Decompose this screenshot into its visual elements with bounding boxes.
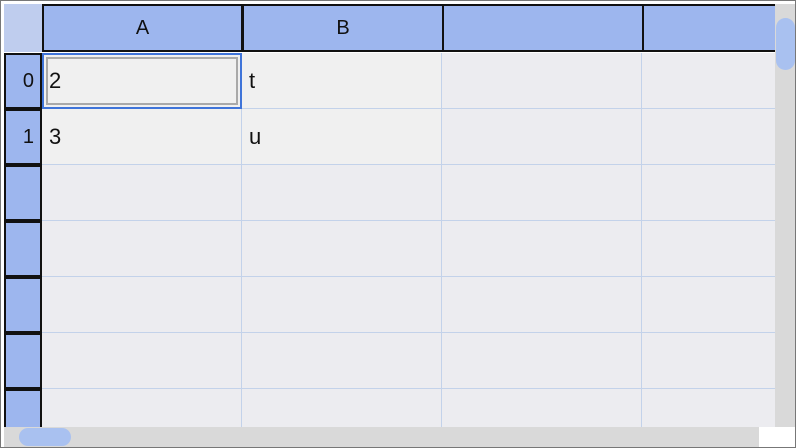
column-header-b[interactable]: B xyxy=(242,4,444,52)
horizontal-scroll-thumb[interactable] xyxy=(19,428,71,446)
row-header-5[interactable] xyxy=(4,333,42,389)
cell-a1[interactable]: 3 xyxy=(42,109,242,165)
cell-c1[interactable] xyxy=(442,109,642,165)
cell-a3[interactable] xyxy=(42,221,242,277)
row-header-3[interactable] xyxy=(4,221,42,277)
cell-d6[interactable] xyxy=(642,389,775,427)
cell-b6[interactable] xyxy=(242,389,442,427)
row-header-2[interactable] xyxy=(4,165,42,221)
cell-c0[interactable] xyxy=(442,53,642,109)
cell-b1[interactable]: u xyxy=(242,109,442,165)
cell-b2[interactable] xyxy=(242,165,442,221)
cell-b0[interactable]: t xyxy=(242,53,442,109)
cell-d1[interactable] xyxy=(642,109,775,165)
cell-d0[interactable] xyxy=(642,53,775,109)
cell-c3[interactable] xyxy=(442,221,642,277)
cell-c4[interactable] xyxy=(442,277,642,333)
select-all-corner[interactable] xyxy=(4,4,42,52)
row-header-4[interactable] xyxy=(4,277,42,333)
horizontal-scrollbar[interactable] xyxy=(4,427,759,447)
cell-b3[interactable] xyxy=(242,221,442,277)
cell-c5[interactable] xyxy=(442,333,642,389)
column-header-c[interactable] xyxy=(442,4,644,52)
cell-d3[interactable] xyxy=(642,221,775,277)
row-header-1[interactable]: 1 xyxy=(4,109,42,165)
cell-c2[interactable] xyxy=(442,165,642,221)
cell-a5[interactable] xyxy=(42,333,242,389)
column-header-d[interactable] xyxy=(642,4,782,52)
cell-a4[interactable] xyxy=(42,277,242,333)
cell-b5[interactable] xyxy=(242,333,442,389)
row-header-6[interactable] xyxy=(4,389,42,429)
cell-a6[interactable] xyxy=(42,389,242,427)
cell-d5[interactable] xyxy=(642,333,775,389)
cell-c6[interactable] xyxy=(442,389,642,427)
cell-grid xyxy=(42,53,775,427)
cell-a2[interactable] xyxy=(42,165,242,221)
row-header-0[interactable]: 0 xyxy=(4,53,42,109)
column-header-a[interactable]: A xyxy=(42,4,243,52)
cell-d2[interactable] xyxy=(642,165,775,221)
cell-a0[interactable]: 2 xyxy=(42,53,242,109)
cell-d4[interactable] xyxy=(642,277,775,333)
cell-b4[interactable] xyxy=(242,277,442,333)
vertical-scroll-thumb[interactable] xyxy=(776,18,795,70)
scroll-corner xyxy=(759,427,795,447)
